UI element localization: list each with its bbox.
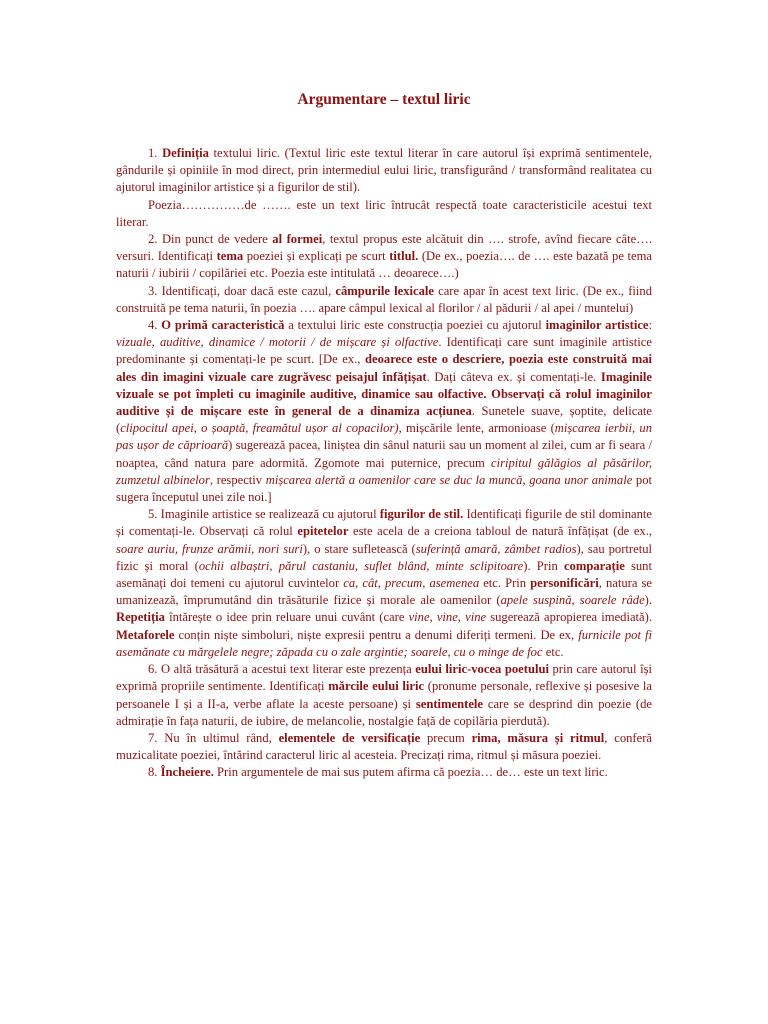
italic-text: vine, vine, vine [408, 610, 487, 625]
italic-text: apele suspină, soarele râde [500, 593, 645, 608]
text-run: 4. [148, 318, 162, 333]
bold-text: eului liric-vocea poetului [415, 662, 549, 677]
bold-text: comparație [563, 558, 625, 573]
document-title: Argumentare – textul liric [297, 91, 471, 108]
text-run: sugerează apropierea imediată). [486, 610, 652, 625]
bold-text: epitetelor [297, 524, 349, 539]
paragraph-2 [116, 197, 652, 231]
text-run: Poezia……………de ……. este un text liric întrucât respectă toate caracteristicile acestui text literar. [116, 197, 652, 229]
bold-text: Metaforele [116, 627, 175, 642]
text-run: ) sugerează pacea, liniștea din sânul naturii sau un moment al zilei, cum ar fi seara / noaptea, când natura pare adormită. Zgomote mai puternice, precum [116, 438, 652, 470]
bold-text: O primă caracteristică [161, 318, 285, 333]
bold-text: deoarece este o descriere, poezia este construită mai ales din imagini vizuale care zugrăvesc peisajul înfățișat [116, 352, 652, 384]
italic-text: ochii albaștri, părul castaniu, suflet blând, minte sclipitoare [198, 558, 524, 573]
text-run: 7. Nu în ultimul rând, [148, 730, 279, 745]
text-run: etc. [542, 644, 564, 659]
text-run: 1. [148, 146, 163, 160]
bold-text: Repetiția [116, 610, 165, 625]
text-run: (pronume personale, reflexive și posesive la persoanele I și a II-a, verbe aflate la aceste persoane) și [116, 679, 652, 711]
text-run: , respectiv [209, 472, 266, 487]
document-body [116, 145, 652, 782]
paragraph-9 [116, 764, 652, 781]
text-run: pot sugera începutul unei zile noi.] [116, 472, 653, 505]
document-page [116, 90, 652, 782]
text-run: , conferă muzicalitate poeziei, întărind caracterul liric al acesteia. Precizați rima, ritmul și măsura poeziei. [116, 730, 653, 763]
text-run: a textului liric este construcția poeziei cu ajutorul [284, 318, 546, 333]
paragraph-5 [116, 317, 652, 506]
bold-text: imaginilor artistice [545, 318, 649, 333]
bold-text: personificări [530, 576, 599, 591]
italic-text: clipocitul apei, o șoaptă, freamătul ușor al copacilor) [120, 421, 399, 436]
bold-text: tema [216, 249, 244, 264]
text-run: ). Prin [523, 558, 564, 573]
text-run: este acela de a creiona tabloul de natură înfățișat (de ex., [348, 524, 653, 539]
paragraph-8 [116, 730, 652, 764]
text-run: prin care autorul își exprimă propriile sentimente. Identificați [116, 662, 652, 694]
bold-text: Încheiere. [160, 765, 214, 780]
text-run: 8. [148, 765, 161, 780]
text-run: (De ex., poezia…. de …. este bazată pe tema naturii / iubirii / copilăriei etc. Poezia este intitulată … deoarece….) [116, 249, 652, 281]
bold-text: Definiția [162, 146, 209, 160]
bold-text: figurilor de stil. [379, 507, 464, 522]
italic-text: ca, cât, precum, asemenea [343, 576, 480, 591]
text-run: . Dați câteva ex. și comentați-le. [426, 369, 601, 384]
bold-text: elementele de versificație [278, 730, 421, 745]
text-run: 6. O altă trăsătură a acestui text literar este prezența [148, 662, 416, 677]
italic-text: suferință amară, zâmbet radios [415, 541, 577, 556]
paragraph-6 [116, 506, 652, 661]
text-run: : [648, 318, 653, 333]
italic-text: mișcarea alertă a oamenilor care se duc la muncă, goana unor animale [265, 472, 633, 487]
text-run: poeziei și explicați pe scurt [243, 249, 390, 264]
paragraph-4 [116, 283, 652, 317]
text-run: , textul propus este alcătuit din …. strofe, avînd fiecare câte…. versuri. Identificați [116, 232, 652, 264]
paragraph-7 [116, 661, 652, 730]
text-run: conțin niște simboluri, niște expresii pentru a denumi diferiți termeni. De ex, [174, 627, 579, 642]
bold-text: Imaginile vizuale se pot împleti cu imaginile auditive, dinamice sau olfactive. Observați că rolul imaginilor auditive și de mișcare este în general de a dinamiza acțiunea [116, 369, 652, 419]
bold-text: al formei [272, 232, 323, 247]
italic-text: soare auriu, frunze arămii, nori suri [116, 541, 303, 556]
bold-text: rima, măsura și ritmul [471, 730, 605, 745]
italic-text: furnicile pot fi asemănate cu mărgelele negre; zăpada cu o zale argintie; soarele, cu o minge de foc [116, 627, 652, 659]
text-run: sunt asemănați doi temeni cu ajutorul cuvintelor [116, 558, 652, 591]
bold-text: sentimentele [415, 696, 484, 711]
text-run: ). [644, 593, 653, 608]
italic-text: vizuale, auditive, dinamice / motorii / de mișcare și olfactive [116, 335, 439, 350]
bold-text: câmpurile lexicale [335, 283, 434, 298]
text-run: 2. Din punct de vedere [148, 232, 273, 247]
text-run: 5. Imaginile artistice se realizează cu ajutorul [148, 507, 380, 522]
text-run: , natura se umanizează, împrumutând din trăsăturile fizice și morale ale oamenilor ( [116, 576, 652, 608]
text-run: precum [420, 730, 472, 745]
text-run: Prin argumentele de mai sus putem afirma că poezia… de… este un text liric. [213, 765, 608, 780]
text-run: care apar în acest text liric. (De ex., fiind construită pe tema naturii, în poezia …. apare câmpul lexical al florilor / al pădurii / al apei / muntelui) [116, 283, 652, 315]
bold-text: mărcile eului liric [328, 679, 425, 694]
text-run: . Identificați care sunt imaginile artistice predominante și comentați-le pe scurt. [De ex., [116, 335, 652, 367]
text-run: , mișcările lente, armonioase ( [398, 421, 555, 436]
text-run: 3. Identificați, doar dacă este cazul, [148, 283, 336, 298]
text-run: care se desprind din poezie (de admirație în fața naturii, de iubire, de melancolie, nostalgie față de copilăria pierdută). [116, 696, 652, 728]
italic-text: ciripitul gălăgios al păsărilor, zumzetul albinelor [116, 455, 652, 487]
text-run: ), sau portretul fizic și moral ( [116, 541, 653, 573]
paragraph-3 [116, 231, 652, 283]
text-run: . Sunetele suave, șoptite, delicate ( [116, 404, 653, 436]
text-run: etc. Prin [479, 576, 531, 591]
bold-text: titlul. [389, 249, 419, 264]
italic-text: mișcarea ierbii, un pas ușor de căprioară [116, 421, 653, 453]
text-run: Identificați figurile de stil dominante și comentați-le. Observați că rolul [116, 507, 652, 539]
text-run: textului liric. (Textul liric este textul literar în care autorul își exprimă sentimentele, gândurile și opiniile în mod direct, prin intermediul eului liric, transfigurând / transformând realitatea cu ajutorul imaginilor artistice și a figurilor de stil). [116, 146, 652, 195]
text-run: ), o stare sufletească ( [302, 541, 416, 556]
text-run: întărește o idee prin reluare unui cuvânt (care [164, 610, 409, 625]
paragraph-1 [116, 145, 652, 197]
